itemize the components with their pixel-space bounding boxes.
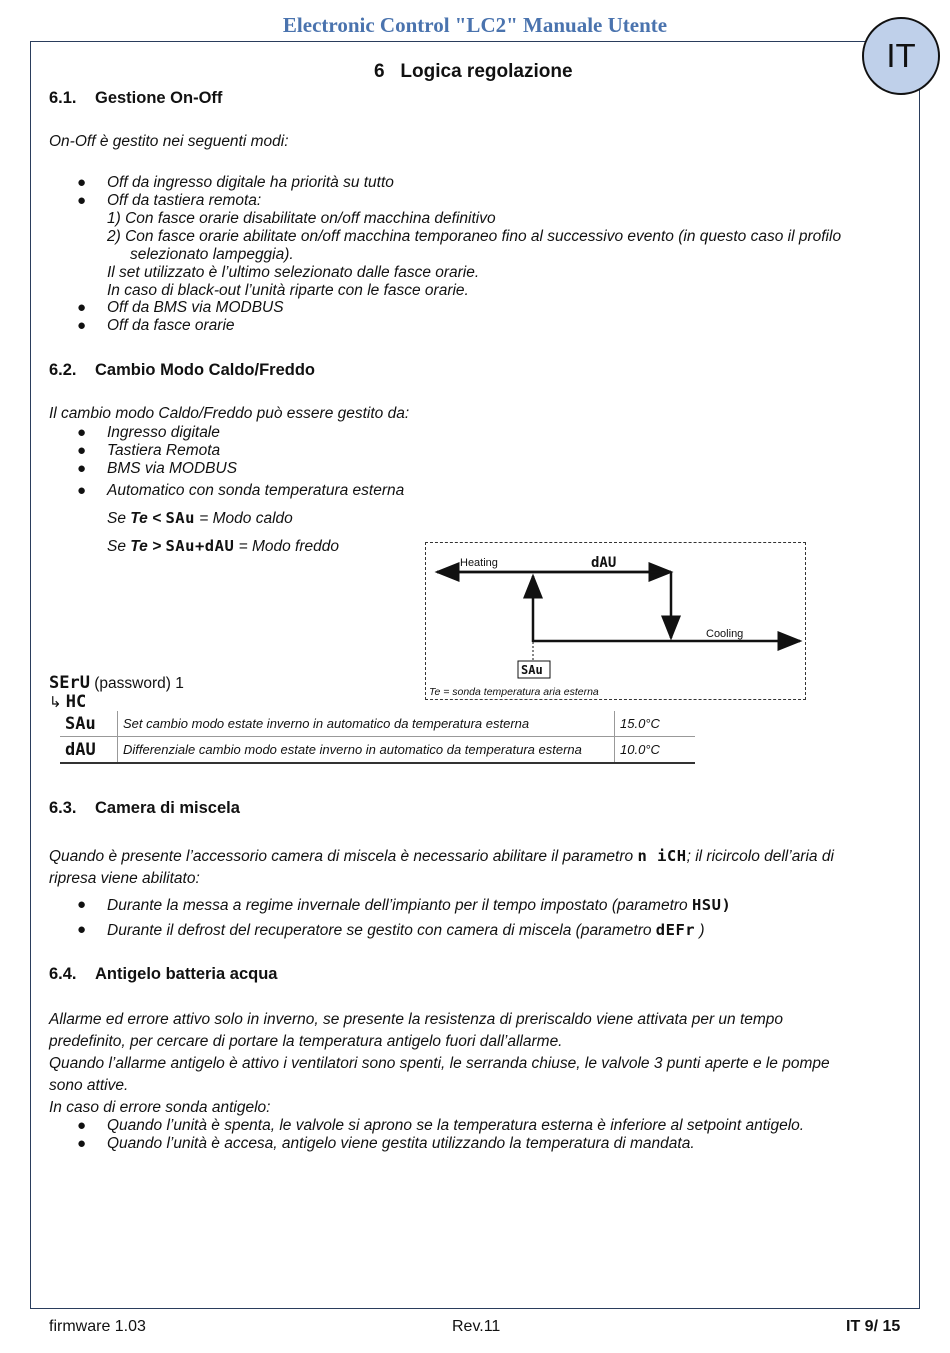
list-item: Off da tastiera remota: xyxy=(107,192,262,209)
lcd-code: HC xyxy=(65,692,87,712)
bullet-icon: ● xyxy=(77,896,87,913)
lcd-code: SAu xyxy=(165,509,195,527)
param-code: SAu xyxy=(60,711,118,737)
document-title: Electronic Control "LC2" Manuale Utente xyxy=(282,13,668,37)
section-heading-6-2 xyxy=(49,361,315,380)
bullet-icon: ● xyxy=(77,174,87,191)
param-value: 15.0°C xyxy=(615,711,696,737)
lcd-code: SErU xyxy=(49,673,90,693)
text: ; il ricircolo dell’aria di xyxy=(686,848,834,865)
section-number: 6.4. xyxy=(49,965,77,983)
lcd-code: n iCH xyxy=(637,847,687,865)
list-subitem: 1) Con fasce orarie disabilitate on/off macchina definitivo xyxy=(107,210,496,227)
list-item: Automatico con sonda temperatura esterna xyxy=(107,482,405,499)
table-row xyxy=(60,711,695,737)
section-number: 6.2. xyxy=(49,361,77,379)
list-item: Off da ingresso digitale ha priorità su tutto xyxy=(107,174,394,191)
list-subitem: 2) Con fasce orarie abilitate on/off macchina temporaneo fino al successivo evento (in questo caso il profilo xyxy=(107,228,842,245)
section-title: Camera di miscela xyxy=(95,799,240,817)
list-item: Quando l’unità è spenta, le valvole si aprono se la temperatura esterna è inferiore al setpoint antigelo. xyxy=(107,1117,805,1134)
paragraph-line: predefinito, per cercare di portare la temperatura antigelo fuori dall’allarme. xyxy=(49,1033,563,1050)
variable: Te < xyxy=(130,510,162,527)
section-number: 6.3. xyxy=(49,799,77,817)
paragraph: Il cambio modo Caldo/Freddo può essere gestito da: xyxy=(49,405,410,422)
footer-firmware: firmware 1.03 xyxy=(49,1318,146,1335)
condition-cooling xyxy=(107,537,339,556)
cooling-label: Cooling xyxy=(706,628,744,640)
section-heading-6-3 xyxy=(49,799,240,818)
submenu-path xyxy=(49,692,86,712)
bullet-icon: ● xyxy=(77,442,87,459)
param-description: Differenziale cambio modo estate inverno in automatico da temperatura esterna xyxy=(118,737,615,764)
section-title: Cambio Modo Caldo/Freddo xyxy=(95,361,315,379)
section-number: 6.1. xyxy=(49,89,77,107)
list-item: Tastiera Remota xyxy=(107,442,221,459)
text: Se xyxy=(107,538,131,555)
list-subitem: In caso di black-out l’unità riparte con le fasce orarie. xyxy=(107,282,469,299)
list-subitem: Il set utilizzato è l’ultimo selezionato dalle fasce orarie. xyxy=(107,264,480,281)
paragraph xyxy=(49,847,834,866)
sau-label: SAu xyxy=(521,663,543,677)
paragraph-line: Allarme ed errore attivo solo in inverno, se presente la resistenza di preriscaldo viene attivata per un tempo xyxy=(49,1011,784,1028)
heating-label: Heating xyxy=(460,557,498,569)
paragraph-line: sono attive. xyxy=(49,1077,129,1094)
lcd-code: dEFr xyxy=(655,921,696,939)
bullet-icon: ● xyxy=(77,482,87,499)
paragraph-line: Quando l’allarme antigelo è attivo i ventilatori sono spenti, le serranda chiuse, le valvole 3 punti aperte e le pompe xyxy=(49,1055,830,1072)
list-item xyxy=(107,896,731,915)
section-title: Antigelo batteria acqua xyxy=(95,965,278,983)
list-item: Ingresso digitale xyxy=(107,424,220,441)
bullet-icon: ● xyxy=(77,299,87,316)
condition-heating xyxy=(107,509,293,528)
text: = Modo caldo xyxy=(194,510,293,527)
param-value: 10.0°C xyxy=(615,737,696,764)
table-row xyxy=(60,737,695,764)
list-item xyxy=(107,921,705,940)
text: Se xyxy=(107,510,131,527)
list-item: BMS via MODBUS xyxy=(107,460,238,477)
bullet-icon: ● xyxy=(77,460,87,477)
param-code: dAU xyxy=(60,737,118,764)
heating-cooling-diagram xyxy=(425,542,806,700)
list-item: Off da fasce orarie xyxy=(107,317,235,334)
parameter-table xyxy=(60,711,695,764)
bullet-icon: ● xyxy=(77,424,87,441)
bullet-icon: ● xyxy=(77,921,87,938)
list-item: Quando l’unità è accesa, antigelo viene gestita utilizzando la temperatura di mandata. xyxy=(107,1135,695,1152)
te-axis-label: Te xyxy=(782,636,794,648)
text: ) xyxy=(695,922,705,939)
section-heading-6-1 xyxy=(49,89,222,108)
bullet-icon: ● xyxy=(77,1117,87,1134)
bullet-icon: ● xyxy=(77,317,87,334)
text: Quando è presente l’accessorio camera di miscela è necessario abilitare il parametro xyxy=(49,848,638,865)
paragraph: On-Off è gestito nei seguenti modi: xyxy=(49,133,289,150)
diagram-caption: Te = sonda temperatura aria esterna xyxy=(429,686,599,698)
list-item: Off da BMS via MODBUS xyxy=(107,299,284,316)
dau-label: dAU xyxy=(591,555,617,571)
chapter-number: 6 xyxy=(374,61,385,82)
section-title: Gestione On-Off xyxy=(95,89,223,107)
param-description: Set cambio modo estate inverno in automatico da temperatura esterna xyxy=(118,711,615,737)
section-heading-6-4 xyxy=(49,965,277,984)
menu-path xyxy=(49,673,184,693)
chapter-heading xyxy=(374,61,573,83)
text: = Modo freddo xyxy=(234,538,339,555)
lcd-code: SAu+dAU xyxy=(165,537,235,555)
lcd-code: HSU) xyxy=(691,896,732,914)
variable: Te > xyxy=(130,538,162,555)
language-badge: IT xyxy=(862,17,940,95)
bullet-icon: ● xyxy=(77,192,87,209)
list-subitem: selezionato lampeggia). xyxy=(130,246,294,263)
footer-revision: Rev.11 xyxy=(452,1318,501,1335)
submenu-arrow-icon: ↳ xyxy=(49,694,62,711)
paragraph-continuation: ripresa viene abilitato: xyxy=(49,870,200,887)
footer-page-number: IT 9/ 15 xyxy=(846,1318,901,1335)
menu-text: (password) 1 xyxy=(94,675,184,692)
bullet-icon: ● xyxy=(77,1135,87,1152)
chapter-title: Logica regolazione xyxy=(400,61,573,82)
text: Durante il defrost del recuperatore se gestito con camera di miscela (parametro xyxy=(107,922,656,939)
paragraph-line: In caso di errore sonda antigelo: xyxy=(49,1099,271,1116)
text: Durante la messa a regime invernale dell’impianto per il tempo impostato (parametro xyxy=(107,897,692,914)
